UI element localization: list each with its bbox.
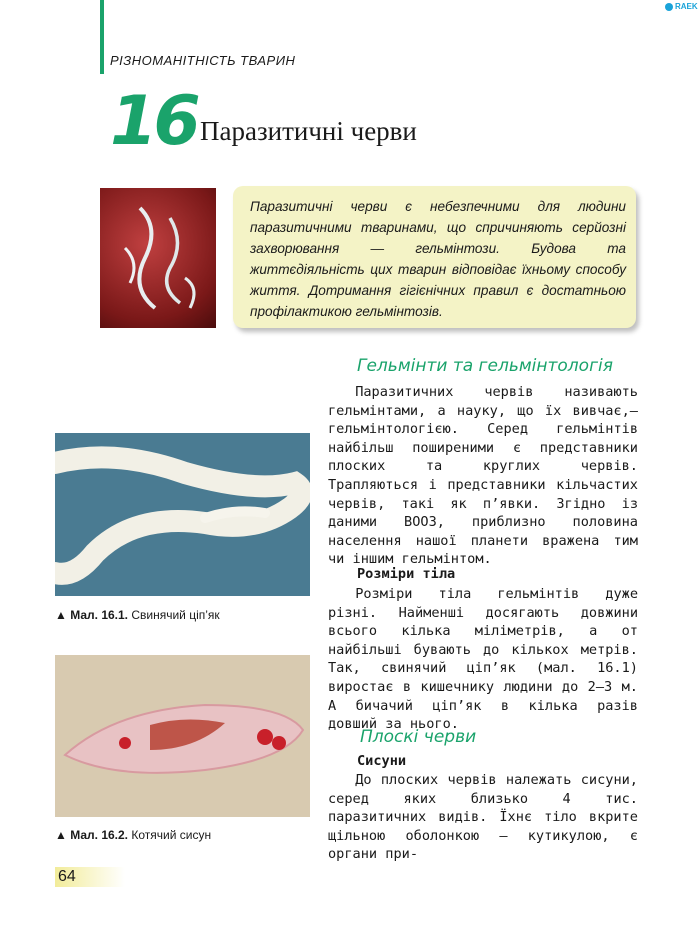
figure-caption-1 <box>55 608 220 622</box>
logo-text: RAEK <box>675 2 698 11</box>
cat-fluke-photo <box>55 655 310 817</box>
figure-label-1: ▲ Мал. 16.1. <box>55 608 129 622</box>
figure-caption-2 <box>55 828 211 842</box>
worms-illustration <box>100 188 216 328</box>
fluke-illustration <box>55 655 310 817</box>
section-title: РІЗНОМАНІТНІСТЬ ТВАРИН <box>110 53 296 68</box>
figure-title-1: Свинячий ціп’як <box>131 608 220 622</box>
figure-label-2: ▲ Мал. 16.2. <box>55 828 129 842</box>
publisher-logo <box>665 2 698 11</box>
worms-photo <box>100 188 216 328</box>
helminths-paragraph <box>328 383 638 569</box>
chapter-number: 16 <box>110 82 197 161</box>
logo-icon <box>665 3 673 11</box>
intro-text: Паразитичні черви є небезпечними для людини паразитичними тваринами, що спричиняють серйозні захворювання — гельмінтози. Будова та життєдіяльність цих тварин відповідає їхньому способу життя. Дотримання гігієнічних правил є достатньою профілактикою гельмінтозів. <box>250 199 626 319</box>
pork-tapeworm-photo <box>55 433 310 596</box>
size-paragraph <box>328 585 638 734</box>
size-heading: Розміри тіла <box>357 566 456 582</box>
page-number: 64 <box>58 868 76 885</box>
flatworms-heading: Плоскі черви <box>360 727 477 747</box>
header-accent-bar <box>100 0 104 74</box>
flukes-text: До плоских червів належать сисуни, серед яких близько 4 тис. паразитичних видів. Їхнє тіло вкрите щільною оболонкою — кутикулою, є органи при- <box>328 772 638 863</box>
size-text: Розміри тіла гельмінтів дуже різні. Найменші досягають довжини всього кілька міліметрів, а от найбільші бувають до кількох метрів. Так, свинячий ціп’як (мал. 16.1) виростає в кишечнику людини до 2–3 м. А бичачий ціп’як в кілька разів довший за нього. <box>328 586 638 733</box>
figure-title-2: Котячий сисун <box>131 828 212 842</box>
chapter-title: Паразитичні черви <box>200 116 417 146</box>
flukes-heading: Сисуни <box>357 753 407 769</box>
helminths-text: Паразитичних червів називають гельмінтами, а науку, що їх вивчає,— гельмінтологією. Серед гельмінтів найбільш поширеними є представники плоских та круглих червів. Трапляються і представники кільчастих червів, такі як п’явки. Згідно із даними ВООЗ, приблизно половина населення нашої планети вражена тим чи іншим гельмінтом. <box>328 384 638 568</box>
tapeworm-illustration <box>55 433 310 596</box>
flukes-paragraph <box>328 771 638 864</box>
helminths-heading: Гельмінти та гельмінтологія <box>357 356 613 376</box>
